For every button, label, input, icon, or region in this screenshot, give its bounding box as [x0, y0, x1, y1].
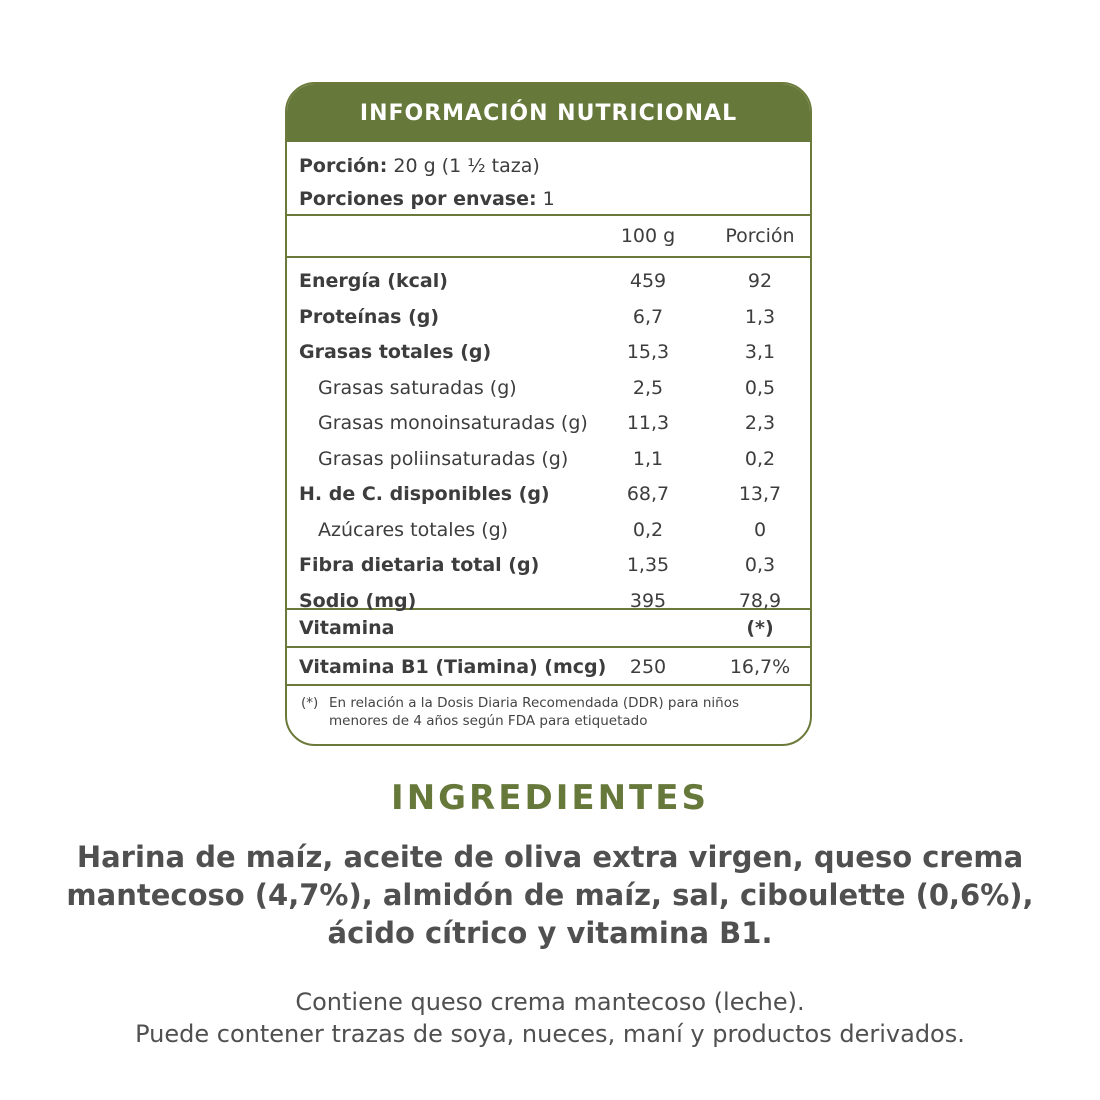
ingredients-title: INGREDIENTES	[391, 778, 709, 818]
nutrition-title: INFORMACIÓN NUTRICIONAL	[287, 84, 810, 142]
serving-size	[299, 150, 798, 183]
nutrient-value-portion: 13,7	[738, 483, 782, 505]
nutrient-value-100g: 6,7	[632, 305, 664, 328]
nutrient-value-100g: 459	[629, 270, 667, 292]
vitamin-b1-name: Vitamina B1 (Tiamina) (mcg)	[299, 656, 607, 678]
nutrient-value-portion: 92	[747, 270, 773, 292]
nutrient-name: Sodio (mg)	[299, 589, 417, 612]
vitamin-header-row	[287, 610, 810, 648]
serving-size-value: 20 g (1 ½ taza)	[387, 155, 540, 177]
serving-size-label: Porción:	[299, 155, 388, 177]
nutrient-value-100g: 0,2	[632, 518, 664, 541]
allergen-statement	[40, 986, 1060, 1050]
column-header-portion: Porción	[725, 225, 795, 247]
nutrient-value-portion: 78,9	[738, 589, 782, 612]
column-header-100g: 100 g	[620, 225, 676, 247]
nutrient-name: Grasas poliinsaturadas (g)	[318, 447, 569, 470]
footnote-text: En relación a la Dosis Diaria Recomendada (DDR) para niños menores de 4 años según FDA para etiquetado	[329, 695, 740, 729]
nutrient-name: Grasas totales (g)	[299, 341, 492, 363]
nutrient-value-100g: 395	[629, 589, 667, 612]
nutrient-value-portion: 0	[753, 518, 767, 541]
nutrient-value-portion: 2,3	[744, 412, 776, 434]
ingredients-list	[40, 838, 1060, 952]
nutrient-row	[287, 477, 810, 513]
nutrient-value-portion: 0,3	[744, 554, 776, 576]
column-headers	[287, 216, 810, 258]
ingredients-line: Harina de maíz, aceite de oliva extra virgen, queso crema	[76, 840, 1024, 874]
allergen-may-contain: Puede contener trazas de soya, nueces, maní y productos derivados.	[135, 1020, 965, 1048]
footnote	[287, 686, 810, 730]
nutrient-value-portion: 0,2	[744, 447, 776, 470]
nutrient-name: Grasas monoinsaturadas (g)	[318, 412, 588, 434]
serving-info	[287, 142, 810, 216]
vitamin-b1-row	[287, 648, 810, 686]
nutrient-value-100g: 68,7	[626, 483, 670, 505]
nutrient-value-100g: 11,3	[626, 412, 670, 434]
vitamin-b1-value-100g: 250	[629, 656, 667, 678]
nutrient-row	[287, 300, 810, 336]
nutrient-row	[287, 406, 810, 442]
nutrient-name: Grasas saturadas (g)	[318, 376, 517, 399]
nutrient-value-portion: 3,1	[744, 341, 776, 363]
nutrient-row	[287, 513, 810, 549]
nutrient-value-100g: 2,5	[632, 376, 664, 399]
allergen-contains: Contiene queso crema mantecoso (leche).	[295, 988, 805, 1016]
nutrient-row	[287, 548, 810, 584]
nutrient-name: Fibra dietaria total (g)	[299, 554, 540, 576]
vitamin-label: Vitamina	[299, 617, 395, 639]
servings-per-container-value: 1	[536, 188, 555, 210]
nutrient-row	[287, 264, 810, 300]
nutrient-value-portion: 1,3	[744, 305, 776, 328]
nutrient-row	[287, 371, 810, 407]
nutrient-row	[287, 442, 810, 478]
nutrient-name: H. de C. disponibles (g)	[299, 483, 550, 505]
servings-per-container-label: Porciones por envase:	[299, 188, 537, 210]
nutrient-rows	[287, 258, 810, 610]
nutrient-value-portion: 0,5	[744, 376, 776, 399]
nutrition-facts-panel	[285, 82, 812, 746]
nutrient-name: Azúcares totales (g)	[318, 518, 509, 541]
footnote-mark: (*)	[301, 695, 319, 711]
vitamin-ddr-mark: (*)	[746, 617, 774, 639]
nutrient-value-100g: 1,1	[632, 447, 664, 470]
vitamin-b1-value-portion: 16,7%	[729, 656, 791, 678]
nutrient-value-100g: 1,35	[626, 554, 670, 576]
nutrient-name: Energía (kcal)	[299, 270, 448, 292]
nutrient-name: Proteínas (g)	[299, 305, 440, 328]
ingredients-line: mantecoso (4,7%), almidón de maíz, sal, ciboulette (0,6%),	[66, 878, 1034, 912]
servings-per-container	[299, 183, 798, 216]
ingredients-line: ácido cítrico y vitamina B1.	[327, 916, 773, 950]
nutrient-value-100g: 15,3	[626, 341, 670, 363]
nutrient-row	[287, 335, 810, 371]
